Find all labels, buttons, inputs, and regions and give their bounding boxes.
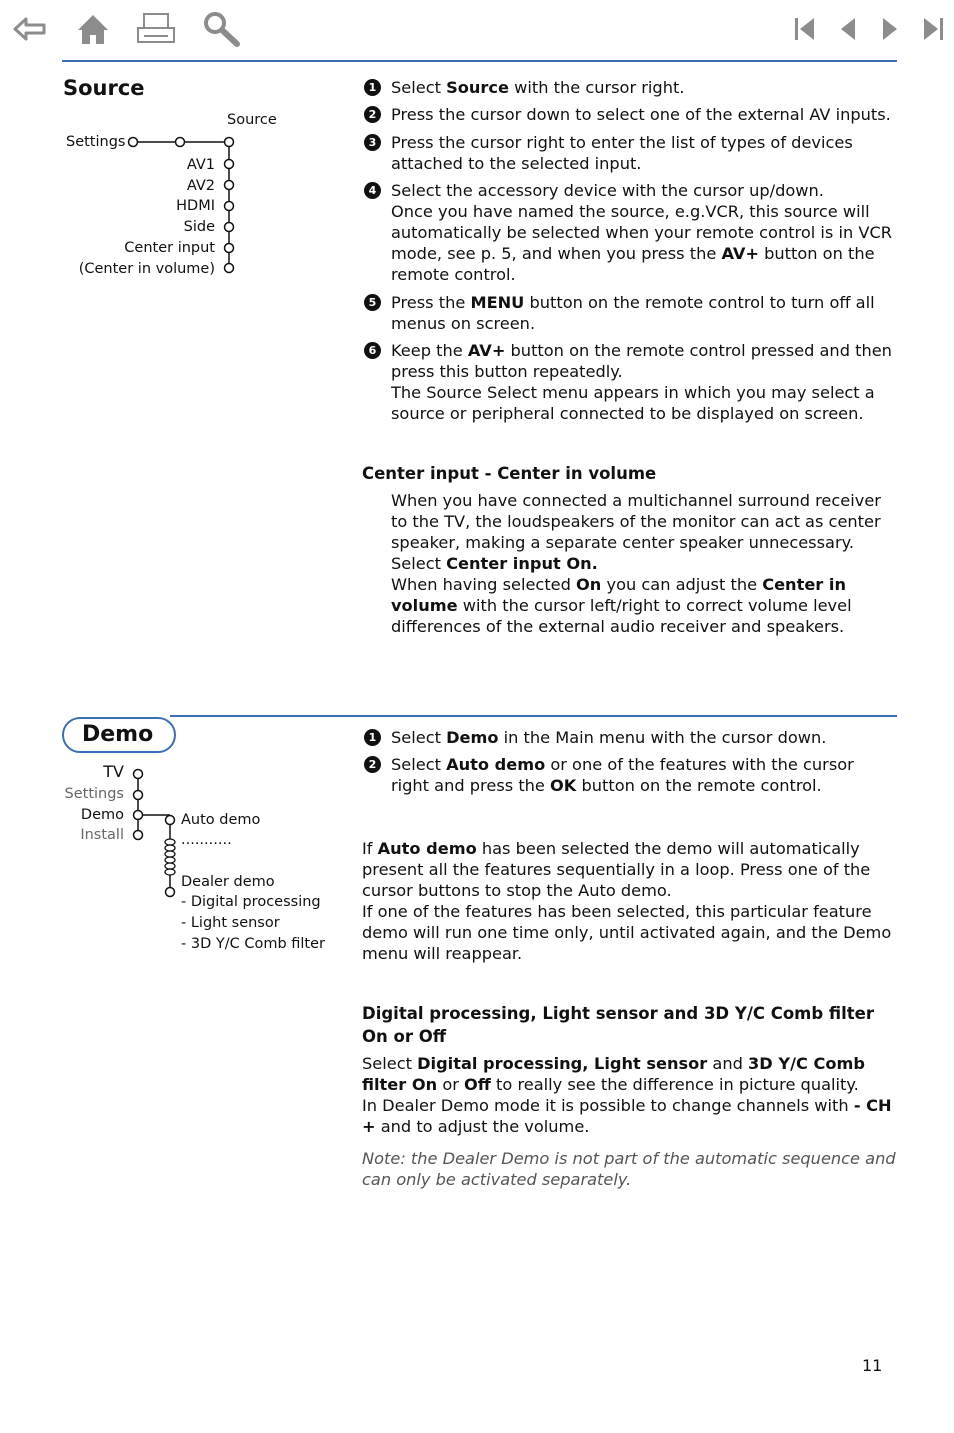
demo-title-pill [62, 717, 176, 753]
step-text: Press the MENU button on the remote control to turn off all menus on screen. [391, 293, 875, 333]
step-text: Select Demo in the Main menu with the cursor down. [391, 728, 827, 747]
demo-menu-dealer-demo: Dealer demo [181, 874, 275, 890]
search-icon[interactable] [202, 10, 242, 48]
previous-page-icon[interactable] [836, 10, 860, 48]
demo-step-2 [364, 754, 894, 796]
digital-processing-text: Select Digital processing, Light sensor and 3D Y/C Comb filter On or Off to really see the difference in picture quality. In Dealer Demo mode it is possible to change channels with - CH + and to adjust the volume. [362, 1054, 892, 1136]
menu-item-av1: AV1 [186, 157, 215, 173]
source-step-1 [364, 77, 894, 98]
center-input-heading: Center input - Center in volume [362, 464, 657, 483]
demo-menu-install: Install [80, 827, 124, 843]
step-text: Press the cursor down to select one of the external AV inputs. [391, 105, 891, 124]
demo-menu-dots: ........... [181, 832, 232, 848]
step-number: 2 [364, 756, 381, 773]
home-icon[interactable] [76, 10, 110, 48]
menu-item-av2: AV2 [186, 178, 215, 194]
source-title: Source [63, 76, 145, 100]
demo-menu-auto-demo: Auto demo [181, 812, 261, 828]
menu-item-side: Side [183, 219, 215, 235]
demo-menu-tv: TV [103, 762, 124, 781]
last-page-icon[interactable] [920, 10, 946, 48]
section-divider-demo [170, 715, 897, 717]
menu-root-settings: Settings [66, 134, 126, 150]
demo-menu-digital-processing: - Digital processing [181, 894, 321, 910]
step-extra-text: The Source Select menu appears in which you may select a source or peripheral connected to be displayed on screen. [391, 383, 875, 423]
back-arrow-icon[interactable] [12, 10, 48, 48]
step-number: 3 [364, 134, 381, 151]
demo-menu-settings: Settings [64, 786, 124, 802]
step-text: Select Source with the cursor right. [391, 78, 685, 97]
source-step-4 [364, 180, 894, 285]
source-step-3 [364, 132, 894, 174]
menu-header-source: Source [227, 112, 277, 128]
step-number: 6 [364, 342, 381, 359]
digital-processing-heading: Digital processing, Light sensor and 3D Y/C Comb filter On or Off [362, 1004, 874, 1046]
step-number: 2 [364, 106, 381, 123]
dealer-demo-note: Note: the Dealer Demo is not part of the automatic sequence and can only be activated separately. [362, 1149, 896, 1189]
demo-menu-tree [128, 764, 188, 904]
step-text: Select Auto demo or one of the features with the cursor right and press the OK button on the remote control. [391, 755, 854, 795]
demo-menu-light-sensor: - Light sensor [181, 915, 280, 931]
page-number: 11 [862, 1356, 883, 1375]
first-page-icon[interactable] [792, 10, 818, 48]
auto-demo-text: If Auto demo has been selected the demo will automatically present all the features sequentially in a loop. Press one of the cursor buttons to stop the Auto demo. If one of the features has been selected, this particular feature demo will run one time only, until activated again, and the Demo menu will reappear. [362, 839, 892, 963]
step-text: Press the cursor right to enter the list of types of devices attached to the selected input. [391, 133, 853, 173]
demo-menu-comb-filter: - 3D Y/C Comb filter [181, 936, 325, 952]
step-number: 1 [364, 729, 381, 746]
print-icon[interactable] [136, 10, 176, 48]
step-number: 5 [364, 294, 381, 311]
demo-step-1 [364, 727, 894, 748]
menu-item-center-in-volume: (Center in volume) [78, 261, 215, 277]
menu-item-hdmi: HDMI [176, 198, 215, 214]
step-extra-text: Once you have named the source, e.g.VCR, this source will automatically be selected when your remote control is in VCR mode, see p. 5, and when you press the AV+ button on the remote control. [391, 202, 893, 284]
section-divider [62, 60, 897, 62]
source-step-6 [364, 340, 894, 424]
step-text: Keep the AV+ button on the remote control pressed and then press this button repeatedly. [391, 341, 892, 381]
demo-menu-demo: Demo [80, 807, 124, 823]
menu-item-center-input: Center input [124, 240, 215, 256]
center-input-text: When you have connected a multichannel surround receiver to the TV, the loudspeakers of the monitor can act as center speaker, making a separate center speaker unnecessary. Select Center input On. When having selected On you can adjust the Center in volume with the cursor left/right to correct volume level differences of the external audio receiver and speakers. [391, 491, 881, 636]
source-step-5 [364, 292, 894, 334]
demo-title: Demo [82, 722, 154, 747]
source-step-2 [364, 104, 894, 125]
step-text: Select the accessory device with the cursor up/down. [391, 181, 824, 200]
step-number: 4 [364, 182, 381, 199]
next-page-icon[interactable] [878, 10, 902, 48]
step-number: 1 [364, 79, 381, 96]
